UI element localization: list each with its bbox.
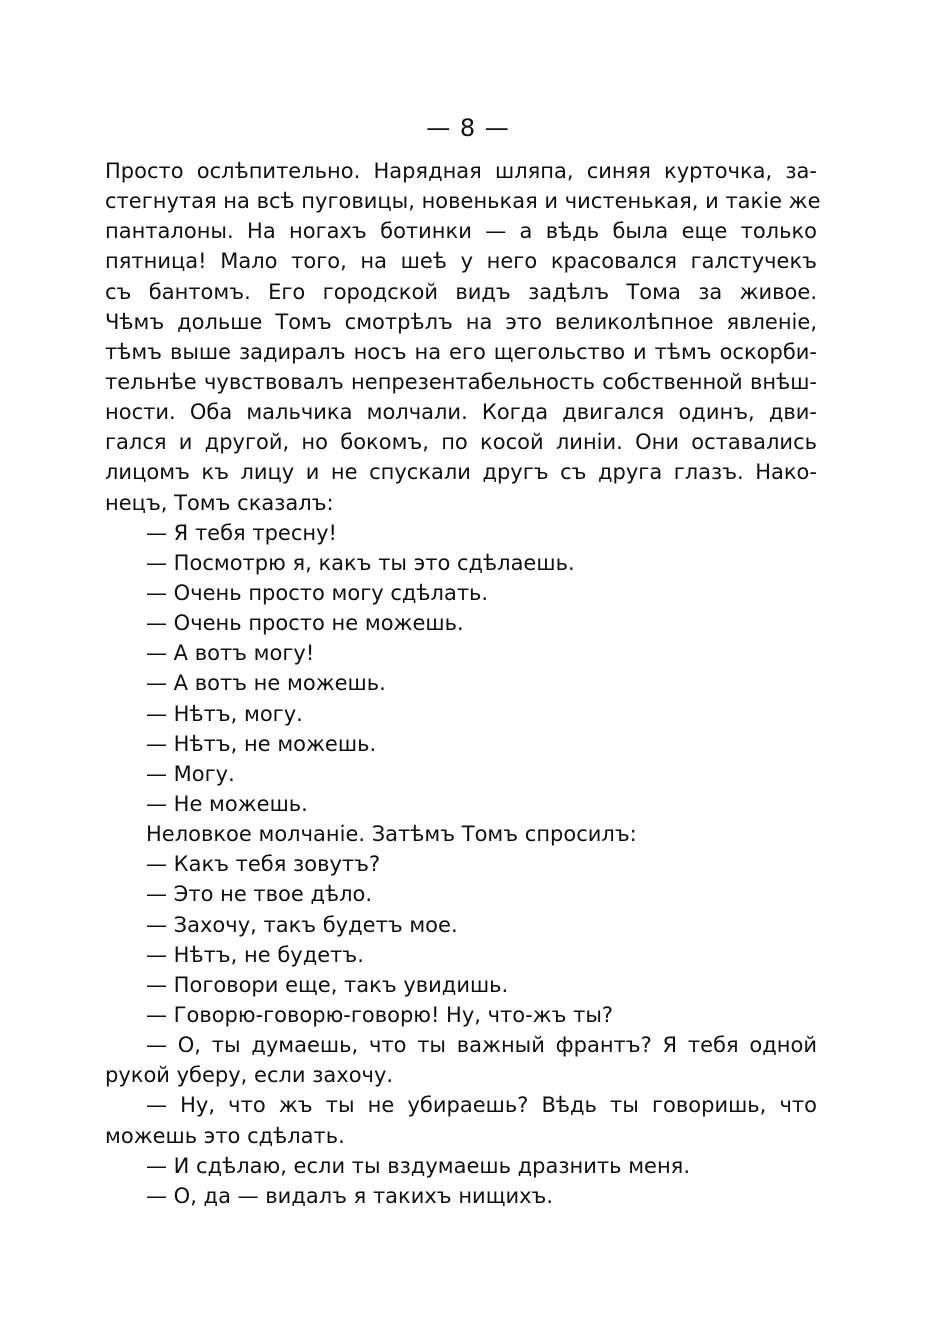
text-line: панталоны. На ногахъ ботинки — а вѣдь была еще только	[105, 219, 817, 244]
dialogue-line: — Захочу, такъ будетъ мое.	[146, 912, 458, 937]
dialogue-line: — А вотъ могу!	[146, 641, 315, 666]
dialogue-line: — Посмотрю я, какъ ты это сдѣлаешь.	[146, 550, 575, 575]
dialogue-line: — Очень просто не можешь.	[146, 611, 464, 636]
text-line: Чѣмъ дольше Томъ смотрѣлъ на это великолѣпное явленіе,	[105, 309, 817, 334]
dialogue-line: — О, ты думаешь, что ты важный франтъ? Я тебя одной	[146, 1033, 817, 1058]
dialogue-line: — Поговори еще, такъ увидишь.	[146, 972, 509, 997]
text-line: нецъ, Томъ сказалъ:	[105, 490, 334, 515]
narration-line: Неловкое молчаніе. Затѣмъ Томъ спросилъ:	[146, 822, 637, 847]
dialogue-line: — Нѣтъ, не можешь.	[146, 731, 377, 756]
text-line: съ бантомъ. Его городской видъ задѣлъ Тома за живое.	[105, 279, 817, 304]
dialogue-line: — Нѣтъ, не будетъ.	[146, 942, 364, 967]
dialogue-line: — Очень просто могу сдѣлать.	[146, 580, 489, 605]
body-text	[105, 156, 821, 1211]
dialogue-line: — А вотъ не можешь.	[146, 671, 386, 696]
page-number: — 8 —	[426, 114, 510, 142]
dialogue-line: — Не можешь.	[146, 791, 308, 816]
dialogue-line: — Это не твое дѣло.	[146, 882, 373, 907]
dialogue-line: — Нѣтъ, могу.	[146, 701, 303, 726]
text-line: стегнутая на всѣ пуговицы, новенькая и чистенькая, и такіе же	[105, 189, 821, 214]
dialogue-line: — Какъ тебя зовутъ?	[146, 852, 381, 877]
dialogue-line: рукой уберу, если захочу.	[105, 1063, 394, 1088]
dialogue-line: — О, да — видалъ я такихъ нищихъ.	[146, 1183, 554, 1208]
dialogue-line: — Говорю-говорю-говорю! Ну, что-жъ ты?	[146, 1002, 614, 1027]
text-line: тельнѣе чувствовалъ непрезентабельность собственной внѣш-	[105, 369, 817, 394]
dialogue-line: — Я тебя тресну!	[146, 520, 337, 545]
text-line: пятница! Мало того, на шеѣ у него красовался галстучекъ	[105, 249, 817, 274]
text-line: Просто ослѣпительно. Нарядная шляпа, синяя курточка, за-	[105, 159, 817, 183]
text-line: тѣмъ выше задиралъ носъ на его щегольство и тѣмъ оскорби-	[105, 339, 817, 364]
text-line: ности. Оба мальчика молчали. Когда двигался одинъ, дви-	[105, 400, 817, 425]
dialogue-line: — И сдѣлаю, если ты вздумаешь дразнить меня.	[146, 1153, 690, 1178]
dialogue-line: можешь это сдѣлать.	[105, 1123, 345, 1148]
dialogue-line: — Ну, что жъ ты не убираешь? Вѣдь ты говоришь, что	[146, 1093, 817, 1118]
dialogue-line: — Могу.	[146, 761, 235, 786]
text-line: гался и другой, но бокомъ, по косой линіи. Они оставались	[105, 430, 817, 455]
text-line: лицомъ къ лицу и не спускали другъ съ друга глазъ. Нако-	[105, 460, 817, 485]
